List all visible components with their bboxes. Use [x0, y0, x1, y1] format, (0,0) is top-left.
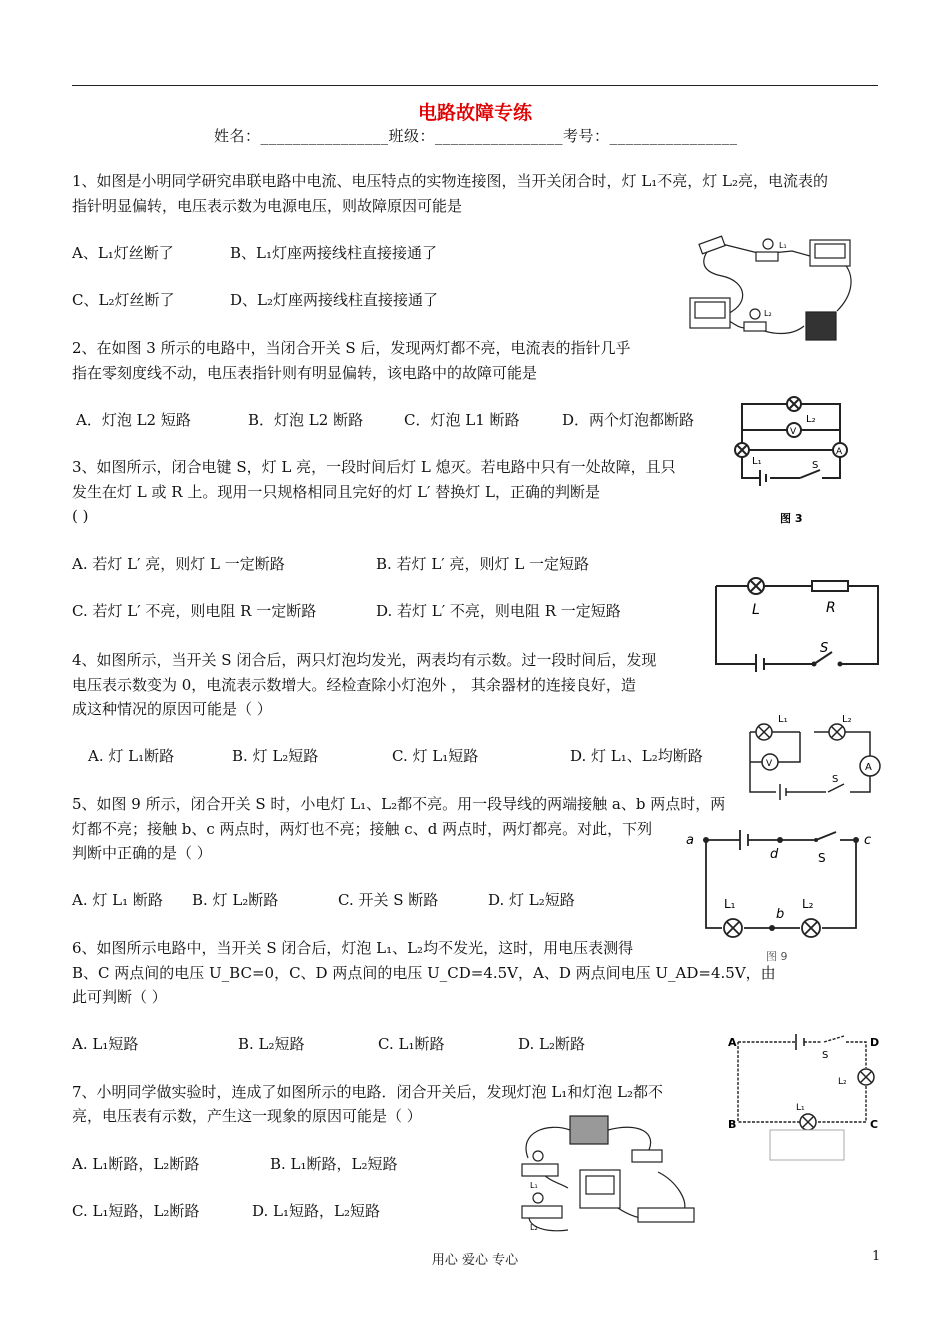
q5-fig-caption: 图 9 [766, 950, 788, 963]
q5-fig-point-d: d [770, 847, 779, 862]
q4-option-d: D. 灯 L₁、L₂均断路 [570, 747, 703, 765]
q1-option-a: A、L₁灯丝断了 [72, 244, 174, 262]
q2-fig-ammeter-label: A [836, 447, 843, 457]
q3-line2: 发生在灯 L 或 R 上。现用一只规格相同且完好的灯 L′ 替换灯 L，正确的判断是 [72, 483, 600, 501]
q2-fig-label-l1: L₁ [752, 456, 762, 467]
q2-line1: 2、在如图 3 所示的电路中，当闭合开关 S 后，发现两灯都不亮，电流表的指针几乎 [72, 339, 631, 357]
q6-fig-label-l2: L₂ [838, 1077, 847, 1087]
q5-line3: 判断中正确的是（ ） [72, 844, 212, 862]
q5-fig-label-l1: L₁ [724, 897, 736, 911]
q4-fig-label-l2: L₂ [842, 714, 852, 725]
q4-option-c: C. 灯 L₁短路 [392, 747, 479, 765]
q7-circuit-photo-figure [508, 1112, 708, 1242]
q6-abcd-circuit [726, 1030, 882, 1164]
q5-option-a: A. 灯 L₁ 断路 [72, 891, 163, 909]
q4-fig-voltmeter-label: V [766, 759, 773, 769]
q6-fig-label-l1: L₁ [796, 1103, 805, 1113]
q4-fig-ammeter-label: A [865, 762, 872, 773]
q2-option-d: D．两个灯泡都断路 [562, 411, 695, 429]
q4-option-a: A. 灯 L₁断路 [88, 747, 175, 765]
q6-fig-point-d: D [870, 1036, 880, 1049]
q3-option-a: A. 若灯 L′ 亮，则灯 L 一定断路 [72, 555, 285, 573]
q4-circuit [742, 712, 886, 808]
q3-option-c: C. 若灯 L′ 不亮，则电阻 R 一定断路 [72, 602, 317, 620]
q5-fig-point-b: b [776, 907, 785, 922]
q6-fig-point-c: C [870, 1118, 879, 1131]
q4-option-b: B. 灯 L₂短路 [232, 747, 319, 765]
student-info-line: 姓名：________________班级：________________考号：________________ [214, 127, 738, 145]
top-rule [72, 85, 878, 86]
q1-circuit-photo-figure [682, 226, 862, 350]
q6-line3: 此可判断（ ） [72, 988, 167, 1006]
q5-fig-point-c: c [864, 833, 872, 848]
q6-fig-point-a: A [728, 1036, 737, 1049]
page-title: 电路故障专练 [417, 102, 532, 124]
q5-fig-label-l2: L₂ [802, 897, 814, 911]
q5-line1: 5、如图 9 所示，闭合开关 S 时，小电灯 L₁、L₂都不亮。用一段导线的两端接触 a、b 两点时，两 [72, 795, 726, 813]
q4-line1: 4、如图所示，当开关 S 闭合后，两只灯泡均发光，两表均有示数。过一段时间后，发现 [72, 651, 657, 669]
q3-fig-label-s: S [820, 641, 829, 656]
q3-fig-label-r: R [826, 600, 836, 616]
q2-fig3-circuit [730, 392, 860, 532]
q2-option-c: C．灯泡 L1 断路 [404, 411, 520, 429]
q3-line1: 3、如图所示，闭合电键 S，灯 L 亮，一段时间后灯 L 熄灭。若电路中只有一处故障，且只 [72, 458, 676, 476]
q6-line2: B、C 两点间的电压 U_BC=0，C、D 两点间的电压 U_CD=4.5V，A、D 两点间电压 U_AD=4.5V，由 [72, 964, 776, 982]
q6-option-b: B. L₂短路 [238, 1035, 305, 1053]
q7-option-c: C. L₁短路，L₂断路 [72, 1202, 200, 1220]
q6-option-c: C. L₁断路 [378, 1035, 445, 1053]
q1-option-c: C、L₂灯丝断了 [72, 291, 175, 309]
q1-line2: 指针明显偏转，电压表示数为电源电压，则故障原因可能是 [72, 197, 463, 215]
q6-line1: 6、如图所示电路中，当开关 S 闭合后，灯泡 L₁、L₂均不发光，这时，用电压表测得 [72, 939, 634, 957]
q7-line1: 7、小明同学做实验时，连成了如图所示的电路．闭合开关后，发现灯泡 L₁和灯泡 L₂都不 [72, 1083, 664, 1101]
q6-fig-label-s: S [822, 1050, 829, 1061]
q7-option-b: B. L₁断路，L₂短路 [270, 1155, 398, 1173]
q2-fig-voltmeter-label: V [790, 427, 797, 437]
q4-fig-label-s: S [832, 774, 839, 785]
q1-fig-label-l2: L₂ [764, 309, 772, 318]
q3-option-b: B. 若灯 L′ 亮，则灯 L 一定短路 [376, 555, 589, 573]
q1-fig-label-l1: L₁ [779, 241, 787, 250]
q4-fig-label-l1: L₁ [778, 714, 788, 725]
q2-fig-caption: 图 3 [780, 512, 803, 525]
page-number: 1 [872, 1249, 881, 1264]
q5-option-d: D. 灯 L₂短路 [488, 891, 575, 909]
q5-option-c: C. 开关 S 断路 [338, 891, 439, 909]
q5-fig-label-s: S [818, 851, 826, 865]
q3-lr-circuit [712, 572, 882, 672]
q4-line3: 成这种情况的原因可能是（ ） [72, 700, 272, 718]
q7-option-a: A. L₁断路，L₂断路 [72, 1155, 200, 1173]
page-footer: 用心 爱心 专心 [431, 1253, 519, 1268]
q6-fig-point-b: B [728, 1118, 737, 1131]
q1-option-d: D、L₂灯座两接线柱直接接通了 [230, 291, 439, 309]
q7-fig-label-l1: L₁ [530, 1181, 538, 1190]
q7-line2: 亮，电压表有示数，产生这一现象的原因可能是（ ） [72, 1107, 422, 1125]
q5-line2: 灯都不亮；接触 b、c 两点时，两灯也不亮；接触 c、d 两点时，两灯都亮。对此，下列 [72, 820, 653, 838]
q4-line2: 电压表示数变为 0，电流表示数增大。经检查除小灯泡外 ， 其余器材的连接良好，造 [72, 676, 636, 694]
q6-option-d: D. L₂断路 [518, 1035, 586, 1053]
q2-line2: 指在零刻度线不动，电压表指针则有明显偏转，该电路中的故障可能是 [72, 364, 538, 382]
q2-option-b: B．灯泡 L2 断路 [248, 411, 364, 429]
q7-fig-label-l2: L₂ [530, 1223, 538, 1232]
q5-fig-point-a: a [686, 833, 694, 848]
q2-option-a: A．灯泡 L2 短路 [76, 411, 191, 429]
q5-fig9-circuit [680, 824, 880, 966]
q5-option-b: B. 灯 L₂断路 [192, 891, 279, 909]
q3-line3: ( ) [72, 507, 89, 525]
q1-option-b: B、L₁灯座两接线柱直接接通了 [230, 244, 437, 262]
q3-fig-label-l: L [752, 602, 760, 618]
q2-fig-label-s: S [812, 460, 819, 471]
q7-option-d: D. L₁短路，L₂短路 [252, 1202, 380, 1220]
q3-option-d: D. 若灯 L′ 不亮，则电阻 R 一定短路 [376, 602, 621, 620]
q2-fig-label-l2: L₂ [806, 414, 816, 425]
q1-line1: 1、如图是小明同学研究串联电路中电流、电压特点的实物连接图，当开关闭合时，灯 L₁不亮，灯 L₂亮，电流表的 [72, 172, 829, 190]
q6-option-a: A. L₁短路 [72, 1035, 139, 1053]
